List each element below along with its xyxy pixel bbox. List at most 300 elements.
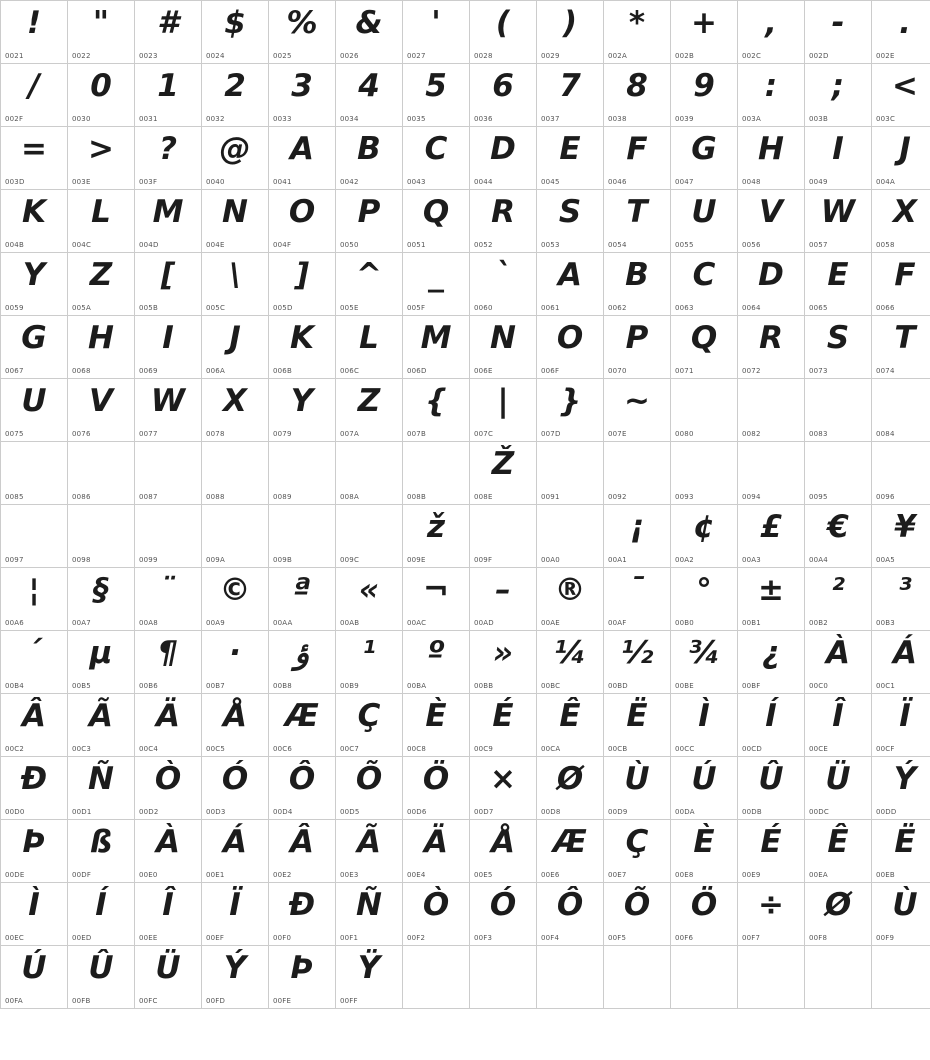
glyph-codepoint: 00AC: [407, 619, 427, 627]
glyph-cell[interactable]: [269, 253, 336, 316]
glyph-cell[interactable]: [202, 316, 269, 379]
glyph-cell[interactable]: [1, 253, 68, 316]
glyph-cell[interactable]: [1, 1, 68, 64]
glyph-character: N: [222, 194, 248, 230]
glyph-cell[interactable]: [671, 253, 738, 316]
glyph-cell[interactable]: [1, 946, 68, 1009]
glyph-cell[interactable]: [872, 316, 930, 379]
glyph-cell[interactable]: [671, 379, 738, 442]
glyph-cell[interactable]: [68, 631, 135, 694]
glyph-cell[interactable]: [805, 568, 872, 631]
glyph-cell[interactable]: [68, 190, 135, 253]
glyph-cell[interactable]: [738, 757, 805, 820]
glyph-cell[interactable]: [135, 379, 202, 442]
glyph-character: Ñ: [356, 887, 382, 923]
glyph-cell[interactable]: [403, 316, 470, 379]
glyph-cell[interactable]: [135, 316, 202, 379]
glyph-character: À: [826, 635, 850, 671]
glyph-cell[interactable]: [470, 442, 537, 505]
glyph-codepoint: 00C3: [72, 745, 92, 753]
glyph-character: +: [691, 5, 717, 41]
glyph-cell[interactable]: [403, 883, 470, 946]
glyph-cell[interactable]: [738, 190, 805, 253]
glyph-cell[interactable]: [403, 568, 470, 631]
glyph-cell[interactable]: [202, 127, 269, 190]
glyph-character: ®: [554, 572, 586, 608]
glyph-cell[interactable]: [738, 442, 805, 505]
glyph-character: Ü: [155, 950, 181, 986]
glyph-cell[interactable]: [202, 379, 269, 442]
glyph-cell[interactable]: [336, 64, 403, 127]
glyph-cell[interactable]: [537, 190, 604, 253]
glyph-character: Ž: [491, 446, 515, 482]
glyph-cell[interactable]: [537, 127, 604, 190]
glyph-character: Ú: [21, 950, 47, 986]
glyph-cell[interactable]: [269, 505, 336, 568]
glyph-codepoint: 00F9: [876, 934, 895, 942]
glyph-character: Ö: [422, 761, 450, 797]
glyph-cell[interactable]: [336, 505, 403, 568]
glyph-cell[interactable]: [470, 505, 537, 568]
glyph-character: 3: [291, 68, 313, 104]
glyph-cell[interactable]: [470, 316, 537, 379]
glyph-cell[interactable]: [470, 253, 537, 316]
glyph-cell[interactable]: [604, 883, 671, 946]
glyph-cell[interactable]: [1, 694, 68, 757]
glyph-cell[interactable]: [470, 631, 537, 694]
glyph-cell[interactable]: [336, 379, 403, 442]
glyph-character: Í: [765, 698, 777, 734]
glyph-cell[interactable]: [202, 694, 269, 757]
glyph-cell[interactable]: [202, 946, 269, 1009]
glyph-cell[interactable]: [671, 64, 738, 127]
glyph-cell[interactable]: [336, 631, 403, 694]
glyph-cell[interactable]: [604, 379, 671, 442]
glyph-cell[interactable]: [202, 1, 269, 64]
glyph-cell[interactable]: [68, 127, 135, 190]
glyph-codepoint: 002B: [675, 52, 694, 60]
glyph-cell[interactable]: [537, 631, 604, 694]
glyph-cell[interactable]: [470, 64, 537, 127]
glyph-cell[interactable]: [805, 64, 872, 127]
glyph-cell[interactable]: [671, 316, 738, 379]
glyph-cell[interactable]: [805, 631, 872, 694]
glyph-character: ×: [490, 761, 516, 797]
glyph-cell[interactable]: [135, 127, 202, 190]
glyph-cell[interactable]: [470, 127, 537, 190]
glyph-cell[interactable]: [671, 694, 738, 757]
glyph-cell[interactable]: [135, 64, 202, 127]
glyph-codepoint: 00D3: [206, 808, 226, 816]
glyph-codepoint: 00F8: [809, 934, 828, 942]
glyph-cell[interactable]: [68, 64, 135, 127]
glyph-cell[interactable]: [336, 883, 403, 946]
glyph-character: C: [424, 131, 448, 167]
glyph-character: Î: [162, 887, 174, 923]
glyph-cell[interactable]: [68, 316, 135, 379]
glyph-codepoint: 0026: [340, 52, 359, 60]
glyph-cell[interactable]: [1, 379, 68, 442]
glyph-cell[interactable]: [403, 820, 470, 883]
glyph-cell[interactable]: [403, 694, 470, 757]
glyph-cell[interactable]: [738, 694, 805, 757]
glyph-character: =: [21, 131, 47, 167]
glyph-cell[interactable]: [1, 820, 68, 883]
glyph-codepoint: 00C8: [407, 745, 427, 753]
glyph-cell[interactable]: [135, 631, 202, 694]
glyph-cell[interactable]: [738, 1, 805, 64]
glyph-character: (: [495, 5, 511, 41]
glyph-cell[interactable]: [537, 64, 604, 127]
glyph-cell[interactable]: [135, 757, 202, 820]
glyph-cell[interactable]: [269, 946, 336, 1009]
glyph-cell[interactable]: [403, 505, 470, 568]
glyph-codepoint: 0096: [876, 493, 895, 501]
glyph-codepoint: 0086: [72, 493, 91, 501]
glyph-cell[interactable]: [671, 820, 738, 883]
glyph-cell[interactable]: [671, 442, 738, 505]
glyph-codepoint: 003A: [742, 115, 761, 123]
glyph-codepoint: 00BD: [608, 682, 628, 690]
glyph-cell[interactable]: [537, 316, 604, 379]
glyph-cell[interactable]: [1, 505, 68, 568]
glyph-cell[interactable]: [336, 190, 403, 253]
glyph-cell-empty: [470, 946, 537, 1009]
glyph-codepoint: 00DB: [742, 808, 762, 816]
glyph-cell[interactable]: [738, 631, 805, 694]
glyph-cell[interactable]: [135, 883, 202, 946]
glyph-codepoint: 002E: [876, 52, 895, 60]
glyph-cell[interactable]: [537, 820, 604, 883]
glyph-cell[interactable]: [805, 253, 872, 316]
glyph-character: ·: [229, 635, 241, 671]
glyph-cell[interactable]: [68, 505, 135, 568]
glyph-cell[interactable]: [738, 883, 805, 946]
glyph-cell[interactable]: [269, 379, 336, 442]
glyph-cell[interactable]: [537, 379, 604, 442]
glyph-cell[interactable]: [336, 442, 403, 505]
glyph-cell[interactable]: [805, 190, 872, 253]
glyph-cell[interactable]: [269, 64, 336, 127]
glyph-cell[interactable]: [135, 505, 202, 568]
glyph-cell[interactable]: [671, 631, 738, 694]
glyph-cell[interactable]: [269, 883, 336, 946]
glyph-cell[interactable]: [336, 820, 403, 883]
glyph-cell[interactable]: [68, 820, 135, 883]
glyph-character: ž: [426, 509, 446, 545]
glyph-cell[interactable]: [68, 694, 135, 757]
glyph-cell[interactable]: [202, 64, 269, 127]
glyph-cell[interactable]: [336, 568, 403, 631]
glyph-cell[interactable]: [872, 820, 930, 883]
glyph-character: [: [160, 257, 176, 293]
glyph-character: Þ: [290, 950, 314, 986]
glyph-cell[interactable]: [604, 316, 671, 379]
glyph-codepoint: 00F2: [407, 934, 426, 942]
glyph-cell[interactable]: [470, 190, 537, 253]
glyph-cell[interactable]: [403, 757, 470, 820]
glyph-cell[interactable]: [604, 64, 671, 127]
glyph-row: [1, 820, 930, 883]
glyph-character: ¿: [762, 635, 780, 671]
glyph-codepoint: 00C5: [206, 745, 226, 753]
glyph-character: [738, 442, 804, 486]
glyph-cell[interactable]: [336, 946, 403, 1009]
glyph-cell[interactable]: [202, 757, 269, 820]
glyph-cell[interactable]: [604, 190, 671, 253]
glyph-cell[interactable]: [604, 757, 671, 820]
glyph-cell[interactable]: [604, 442, 671, 505]
glyph-codepoint: 00BF: [742, 682, 761, 690]
glyph-cell[interactable]: [68, 568, 135, 631]
glyph-cell[interactable]: [872, 757, 930, 820]
glyph-cell[interactable]: [604, 631, 671, 694]
glyph-cell[interactable]: [403, 1, 470, 64]
glyph-cell[interactable]: [872, 883, 930, 946]
glyph-cell[interactable]: [1, 127, 68, 190]
glyph-cell[interactable]: [1, 442, 68, 505]
glyph-codepoint: 00E0: [139, 871, 158, 879]
glyph-cell[interactable]: [1, 631, 68, 694]
glyph-cell[interactable]: [269, 694, 336, 757]
glyph-cell[interactable]: [135, 190, 202, 253]
glyph-cell[interactable]: [805, 883, 872, 946]
glyph-codepoint: 0048: [742, 178, 761, 186]
glyph-cell[interactable]: [269, 316, 336, 379]
glyph-cell[interactable]: [738, 379, 805, 442]
glyph-cell[interactable]: [738, 568, 805, 631]
glyph-character: Å: [223, 698, 247, 734]
glyph-cell[interactable]: [202, 442, 269, 505]
glyph-cell[interactable]: [738, 127, 805, 190]
glyph-codepoint: 00EF: [206, 934, 225, 942]
glyph-cell[interactable]: [68, 757, 135, 820]
glyph-character: F: [626, 131, 648, 167]
glyph-cell[interactable]: [269, 820, 336, 883]
glyph-cell[interactable]: [269, 1, 336, 64]
glyph-cell[interactable]: [135, 946, 202, 1009]
glyph-cell[interactable]: [872, 631, 930, 694]
glyph-codepoint: 0097: [5, 556, 24, 564]
glyph-cell[interactable]: [671, 190, 738, 253]
glyph-cell[interactable]: [872, 253, 930, 316]
glyph-character: [805, 379, 871, 423]
glyph-cell[interactable]: [336, 316, 403, 379]
glyph-codepoint: 0049: [809, 178, 828, 186]
glyph-cell[interactable]: [68, 379, 135, 442]
glyph-cell[interactable]: [1, 190, 68, 253]
glyph-cell[interactable]: [671, 127, 738, 190]
glyph-cell[interactable]: [872, 694, 930, 757]
glyph-cell[interactable]: [470, 379, 537, 442]
glyph-codepoint: 00B3: [876, 619, 895, 627]
glyph-cell[interactable]: [470, 568, 537, 631]
glyph-cell[interactable]: [805, 316, 872, 379]
glyph-cell[interactable]: [202, 820, 269, 883]
glyph-cell[interactable]: [872, 1, 930, 64]
glyph-cell[interactable]: [738, 253, 805, 316]
glyph-codepoint: 0095: [809, 493, 828, 501]
glyph-codepoint: 00A1: [608, 556, 627, 564]
glyph-cell[interactable]: [269, 190, 336, 253]
glyph-cell[interactable]: [403, 64, 470, 127]
glyph-cell[interactable]: [537, 694, 604, 757]
glyph-cell[interactable]: [68, 253, 135, 316]
glyph-character: V: [759, 194, 783, 230]
glyph-cell[interactable]: [68, 442, 135, 505]
glyph-cell[interactable]: [470, 757, 537, 820]
glyph-cell[interactable]: [805, 1, 872, 64]
glyph-cell[interactable]: [872, 505, 930, 568]
glyph-cell[interactable]: [403, 253, 470, 316]
glyph-cell[interactable]: [269, 631, 336, 694]
glyph-cell[interactable]: [805, 442, 872, 505]
glyph-cell[interactable]: [135, 1, 202, 64]
glyph-cell[interactable]: [403, 379, 470, 442]
glyph-cell[interactable]: [805, 757, 872, 820]
glyph-cell[interactable]: [537, 505, 604, 568]
glyph-character: [537, 442, 603, 486]
glyph-character: [403, 442, 469, 486]
glyph-cell[interactable]: [604, 694, 671, 757]
glyph-cell[interactable]: [604, 820, 671, 883]
glyph-cell[interactable]: [336, 694, 403, 757]
glyph-character: º: [427, 635, 445, 671]
glyph-cell[interactable]: [671, 883, 738, 946]
glyph-cell[interactable]: [738, 505, 805, 568]
glyph-cell[interactable]: [403, 631, 470, 694]
glyph-cell[interactable]: [671, 757, 738, 820]
glyph-cell[interactable]: [805, 379, 872, 442]
glyph-cell[interactable]: [135, 253, 202, 316]
glyph-cell[interactable]: [872, 379, 930, 442]
glyph-cell[interactable]: [872, 442, 930, 505]
glyph-cell[interactable]: [604, 253, 671, 316]
glyph-cell[interactable]: [872, 127, 930, 190]
glyph-character: È: [693, 824, 715, 860]
glyph-character: –: [495, 572, 511, 608]
glyph-character: Y: [290, 383, 314, 419]
glyph-character: Ô: [288, 761, 316, 797]
glyph-codepoint: 003C: [876, 115, 896, 123]
glyph-cell[interactable]: [872, 64, 930, 127]
glyph-cell[interactable]: [135, 442, 202, 505]
glyph-cell[interactable]: [604, 1, 671, 64]
glyph-codepoint: 00B1: [742, 619, 761, 627]
glyph-cell[interactable]: [135, 694, 202, 757]
glyph-cell[interactable]: [403, 127, 470, 190]
glyph-cell[interactable]: [202, 568, 269, 631]
glyph-codepoint: 00F6: [675, 934, 694, 942]
glyph-cell[interactable]: [805, 127, 872, 190]
glyph-cell[interactable]: [671, 1, 738, 64]
glyph-cell[interactable]: [470, 694, 537, 757]
glyph-cell[interactable]: [604, 568, 671, 631]
glyph-cell[interactable]: [604, 505, 671, 568]
glyph-cell[interactable]: [671, 568, 738, 631]
glyph-character: E: [559, 131, 581, 167]
glyph-character: Ä: [156, 698, 180, 734]
glyph-codepoint: 004A: [876, 178, 895, 186]
glyph-row: [1, 442, 930, 505]
glyph-codepoint: 0085: [5, 493, 24, 501]
glyph-cell[interactable]: [872, 190, 930, 253]
glyph-cell[interactable]: [470, 820, 537, 883]
glyph-codepoint: 008A: [340, 493, 359, 501]
glyph-cell[interactable]: [604, 127, 671, 190]
glyph-cell[interactable]: [135, 568, 202, 631]
glyph-cell[interactable]: [872, 568, 930, 631]
glyph-cell[interactable]: [68, 946, 135, 1009]
glyph-character: `: [495, 257, 511, 293]
glyph-codepoint: 0067: [5, 367, 24, 375]
glyph-cell[interactable]: [403, 190, 470, 253]
glyph-cell[interactable]: [269, 568, 336, 631]
glyph-cell[interactable]: [1, 883, 68, 946]
glyph-codepoint: 008B: [407, 493, 426, 501]
glyph-cell[interactable]: [537, 883, 604, 946]
glyph-character: Ù: [624, 761, 650, 797]
glyph-cell[interactable]: [537, 568, 604, 631]
glyph-character: ¹: [362, 635, 376, 671]
glyph-cell[interactable]: [738, 316, 805, 379]
glyph-cell[interactable]: [202, 253, 269, 316]
glyph-cell[interactable]: [202, 883, 269, 946]
glyph-cell[interactable]: [470, 1, 537, 64]
glyph-character: Ø: [824, 887, 852, 923]
glyph-cell[interactable]: [269, 127, 336, 190]
glyph-character: §: [93, 572, 109, 608]
glyph-character: A: [558, 257, 582, 293]
glyph-cell[interactable]: [537, 757, 604, 820]
glyph-cell[interactable]: [135, 820, 202, 883]
glyph-cell[interactable]: [269, 757, 336, 820]
glyph-cell[interactable]: [202, 505, 269, 568]
glyph-cell[interactable]: [671, 505, 738, 568]
glyph-cell[interactable]: [403, 442, 470, 505]
glyph-cell[interactable]: [470, 883, 537, 946]
glyph-cell[interactable]: [805, 820, 872, 883]
glyph-cell[interactable]: [537, 253, 604, 316]
glyph-cell[interactable]: [805, 505, 872, 568]
glyph-cell[interactable]: [738, 64, 805, 127]
glyph-cell[interactable]: [68, 883, 135, 946]
glyph-cell[interactable]: [537, 442, 604, 505]
glyph-cell[interactable]: [336, 127, 403, 190]
glyph-cell[interactable]: [537, 1, 604, 64]
glyph-cell[interactable]: [1, 568, 68, 631]
glyph-cell[interactable]: [738, 820, 805, 883]
glyph-cell[interactable]: [1, 757, 68, 820]
glyph-cell[interactable]: [68, 1, 135, 64]
glyph-codepoint: 00CD: [742, 745, 762, 753]
glyph-cell[interactable]: [202, 631, 269, 694]
glyph-character: ª: [293, 572, 311, 608]
glyph-codepoint: 0099: [139, 556, 158, 564]
glyph-cell[interactable]: [336, 757, 403, 820]
glyph-character: H: [88, 320, 114, 356]
glyph-cell[interactable]: [336, 253, 403, 316]
glyph-character: Î: [832, 698, 844, 734]
glyph-cell[interactable]: [1, 316, 68, 379]
glyph-cell[interactable]: [805, 694, 872, 757]
glyph-cell[interactable]: [336, 1, 403, 64]
glyph-cell[interactable]: [202, 190, 269, 253]
glyph-cell[interactable]: [1, 64, 68, 127]
glyph-row: [1, 694, 930, 757]
glyph-codepoint: 0036: [474, 115, 493, 123]
glyph-cell[interactable]: [269, 442, 336, 505]
